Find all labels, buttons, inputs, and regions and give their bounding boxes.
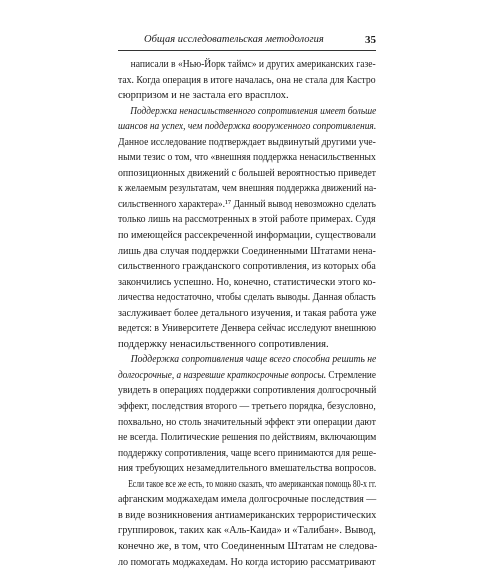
- text-line-content: закончились успешно. Но, конечно, статистически этого ко-: [118, 277, 376, 288]
- text-line: [118, 352, 354, 368]
- text-line-content: ведется: в Университете Денвера сейчас исследуют внешнюю: [118, 323, 376, 334]
- text-line: [118, 88, 378, 104]
- text-line: [118, 244, 366, 260]
- text-line-content: личества недостаточно, чтобы сделать выводы. Данная область: [118, 292, 376, 303]
- text-line: [118, 492, 363, 508]
- text-line-content: конечно же, в том, что Соединенным Штатам не следова-: [118, 541, 377, 552]
- text-line: [118, 555, 366, 570]
- text-line-content: по имеющейся рассекреченной информации, существовали: [118, 230, 376, 241]
- text-line-italic-part: Поддержка сопротивления чаще всего способна решить не: [131, 354, 377, 365]
- text-line: [118, 321, 358, 337]
- page-number: 35: [365, 32, 376, 48]
- text-line-content: в виде возникновения антиамериканских террористических: [118, 510, 376, 521]
- text-line: [118, 337, 378, 353]
- text-line: [118, 461, 360, 477]
- text-line-content: тах. Когда операция в итоге началась, она не стала для Кастро: [118, 75, 376, 86]
- text-line-content: поддержку сопротивления, чаще всего принимаются для реше-: [118, 448, 376, 459]
- body-text: [118, 57, 378, 570]
- text-line: [118, 383, 356, 399]
- text-line-content: Если такое все же есть, то можно сказать, что американская помощь 80-х гг.: [128, 479, 376, 490]
- text-line-content: поддержку ненасильственного сопротивления.: [118, 339, 329, 350]
- text-line: [118, 259, 364, 275]
- text-line-content: Данное исследование подтверждает выдвинутый другими уче-: [118, 137, 376, 148]
- text-line: [118, 508, 366, 524]
- text-line: [118, 135, 354, 151]
- text-line-content: похвально, но столь значительный эффект эти операции дают: [118, 417, 376, 428]
- text-line: [118, 446, 353, 462]
- text-line-content: афганским моджахедам имела долгосрочные последствия —: [118, 494, 376, 505]
- text-line: [118, 228, 367, 244]
- text-line: [118, 150, 354, 166]
- text-line-content: только лишь на рассмотренных в этой работе примерах. Судя: [118, 214, 376, 225]
- text-line-content: ло помогать моджахедам. Но когда историю рассматривают: [118, 557, 376, 568]
- text-line: [118, 212, 359, 228]
- text-line-content: не всегда. Политические решения по действиям, включающим: [118, 432, 376, 443]
- text-line-content: сильственного гражданского сопротивления, из которых оба: [118, 261, 376, 272]
- text-line: [118, 57, 353, 73]
- text-line-italic-part: Поддержка ненасильственного сопротивления имеет больше: [130, 106, 376, 117]
- text-line: [118, 539, 378, 555]
- running-header: [118, 32, 376, 48]
- text-line: [118, 477, 306, 493]
- text-line: [118, 399, 356, 415]
- header-rule: [118, 50, 376, 51]
- text-line-content: ния требующих незамедлительного вмешательства вопросов.: [118, 463, 376, 474]
- text-line: [118, 290, 353, 306]
- text-line-content: заслуживает более детального изучения, и такая работа уже: [118, 308, 376, 319]
- text-line: [118, 306, 366, 322]
- text-line: [118, 181, 349, 197]
- text-line: [118, 119, 351, 135]
- text-line: [118, 415, 358, 431]
- text-line-regular-part: Стремление: [326, 370, 376, 381]
- text-line: [118, 275, 366, 291]
- text-line-content: оппозиционных движений с большей вероятностью приведет: [118, 168, 376, 179]
- running-header-title: Общая исследовательская методология: [144, 32, 324, 48]
- text-line: [118, 73, 357, 89]
- text-line-content: сюрпризом и не застала его врасплох.: [118, 90, 289, 101]
- text-line-content: ными тезис о том, что «внешняя поддержка ненасильственных: [118, 152, 376, 163]
- text-line-content: эффект, последствия второго — третьего порядка, безусловно,: [118, 401, 376, 412]
- text-line: [118, 523, 371, 539]
- text-line: [118, 197, 349, 213]
- text-line-content: лишь два случая поддержки Соединенными Штатами нена-: [118, 246, 376, 257]
- text-line-content: увидеть в операциях поддержки сопротивления долгосрочный: [118, 385, 376, 396]
- text-line-content: написали в «Нью-Йорк таймс» и других американских газе-: [131, 59, 376, 70]
- text-line-content: к желаемым результатам, чем внешняя поддержка движений на-: [118, 183, 376, 194]
- text-line-italic-part: шансов на успех, чем поддержка вооруженного сопротивления.: [118, 121, 376, 132]
- text-line-content: группировок, таких как «Аль-Каида» и «Талибан». Вывод,: [118, 525, 376, 536]
- text-line: [118, 166, 359, 182]
- text-line-italic-part: долгосрочные, а назревшие краткосрочные вопросы.: [118, 370, 326, 381]
- text-line: [118, 430, 355, 446]
- text-line: [118, 104, 346, 120]
- text-line-content: сильственного характера».¹⁷ Данный вывод невозможно сделать: [118, 199, 376, 210]
- text-line: [118, 368, 345, 384]
